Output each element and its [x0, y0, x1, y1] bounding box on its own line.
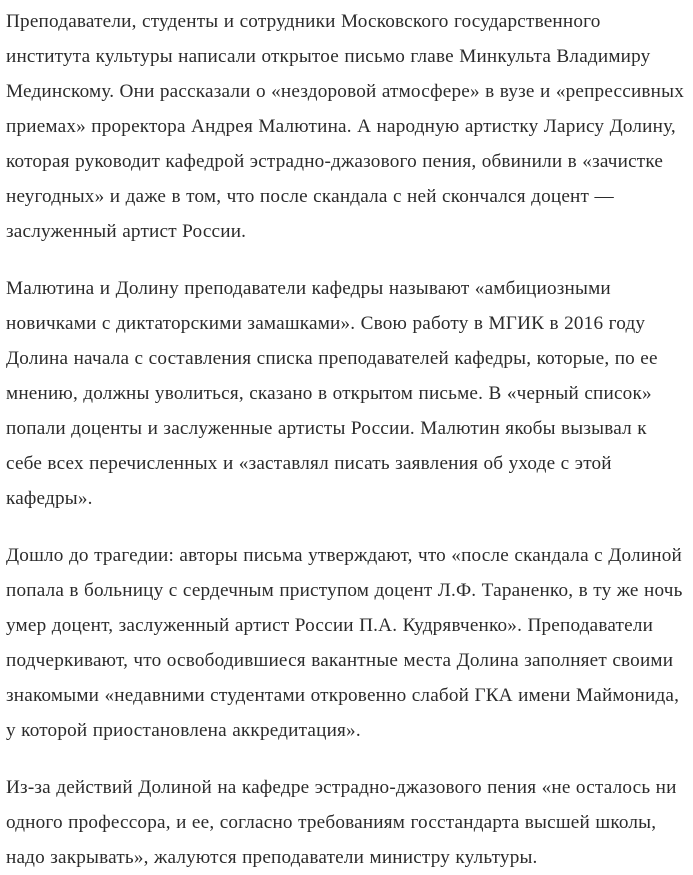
article-paragraph-4: Из-за действий Долиной на кафедре эстрадно-джазового пения «не осталось ни одного профессора, и ее, согласно требованиям госстандарта высшей школы, надо закрывать», жалуются преподаватели министру культуры.	[6, 777, 677, 868]
article-paragraph-2: Малютина и Долину преподаватели кафедры называют «амбициозными новичками с диктаторскими замашками». Свою работу в МГИК в 2016 году Долина начала с составления списка преподавателей кафедры, которые, по ее мнению, должны уволиться, сказано в открытом письме. В «черный список» попали доценты и заслуженные артисты России. Малютин якобы вызывал к себе всех перечисленных и «заставлял писать заявления об уходе с этой кафедры».	[6, 278, 658, 509]
article-paragraph-3: Дошло до трагедии: авторы письма утверждают, что «после скандала с Долиной попала в больницу с сердечным приступом доцент Л.Ф. Тараненко, в ту же ночь умер доцент, заслуженный артист России П.А. Кудрявченко». Преподаватели подчеркивают, что освободившиеся вакантные места Долина заполняет своими знакомыми «недавними студентами откровенно слабой ГКА имени Маймонида, у которой приостановлена аккредитация».	[6, 545, 683, 741]
article-paragraph-1: Преподаватели, студенты и сотрудники Московского государственного института культуры написали открытое письмо главе Минкульта Владимиру Мединскому. Они рассказали о «нездоровой атмосфере» в вузе и «репрессивных приемах» проректора Андрея Малютина. А народную артистку Ларису Долину, которая руководит кафедрой эстрадно-джазового пения, обвинили в «зачистке неугодных» и даже в том, что после скандала с ней скончался доцент — заслуженный артист России.	[6, 11, 684, 242]
